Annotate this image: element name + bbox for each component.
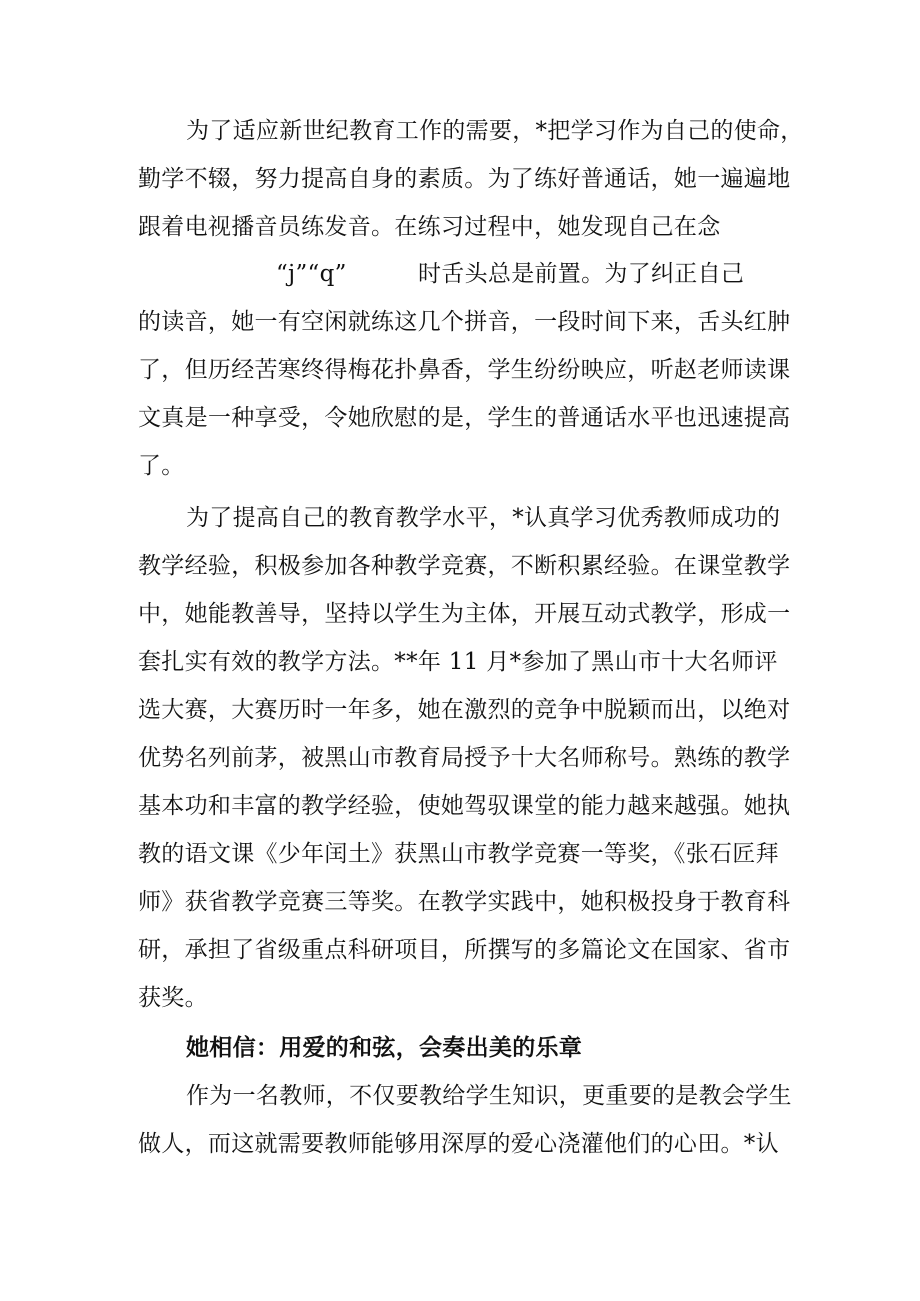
paragraph-line: 了。 — [138, 453, 185, 479]
paragraph-line: 套扎实有效的教学方法。**年 11 月*参加了黑山市十大名师评 — [138, 649, 778, 675]
paragraph-line: 选大赛，大赛历时一年多，她在激烈的竞争中脱颖而出，以绝对 — [138, 697, 791, 723]
paragraph-line: 优势名列前茅，被黑山市教育局授予十大名师称号。熟练的教学 — [138, 745, 791, 771]
paragraph-line: 了，但历经苦寒终得梅花扑鼻香，学生纷纷映应，听赵老师读课 — [138, 357, 791, 383]
paragraph-line: 基本功和丰富的教学经验，使她驾驭课堂的能力越来越强。她执 — [138, 793, 791, 819]
paragraph-line: 勤学不辍，努力提高自身的素质。为了练好普通话，她一遍遍地 — [138, 166, 791, 192]
paragraph-line: 作为一名教师，不仅要教给学生知识，更重要的是教会学生 — [186, 1083, 792, 1109]
section-heading: 她相信：用爱的和弦，会奏出美的乐章 — [186, 1034, 583, 1061]
paragraph-line: 的读音，她一有空闲就练这几个拼音，一段时间下来，舌头红肿 — [138, 309, 791, 335]
paragraph-line: 研，承担了省级重点科研项目，所撰写的多篇论文在国家、省市 — [138, 937, 791, 963]
paragraph-line: 获奖。 — [138, 985, 208, 1011]
paragraph-line: 文真是一种享受，令她欣慰的是，学生的普通话水平也迅速提高 — [138, 405, 791, 431]
paragraph-line: 跟着电视播音员练发音。在练习过程中，她发现自己在念 — [138, 214, 721, 240]
paragraph-line-tail: 时舌头总是前置。为了纠正自己 — [418, 261, 745, 287]
paragraph-line: 教学经验，积极参加各种教学竞赛，不断积累经验。在课堂教学 — [138, 553, 791, 579]
paragraph-line: 师》获省教学竞赛三等奖。在教学实践中，她积极投身于教育科 — [138, 889, 791, 915]
pinyin-quote: “j”“q” — [276, 261, 347, 287]
paragraph-line: 教的语文课《少年闰土》获黑山市教学竞赛一等奖，《张石匠拜 — [138, 841, 779, 867]
paragraph-line: 做人，而这就需要教师能够用深厚的爱心浇灌他们的心田。*认 — [138, 1131, 779, 1157]
paragraph-line: 为了适应新世纪教育工作的需要，*把学习作为自己的使命， — [186, 118, 804, 144]
paragraph-line: 为了提高自己的教育教学水平，*认真学习优秀教师成功的 — [186, 505, 781, 531]
paragraph-line: 中，她能教善导，坚持以学生为主体，开展互动式教学，形成一 — [138, 601, 791, 627]
